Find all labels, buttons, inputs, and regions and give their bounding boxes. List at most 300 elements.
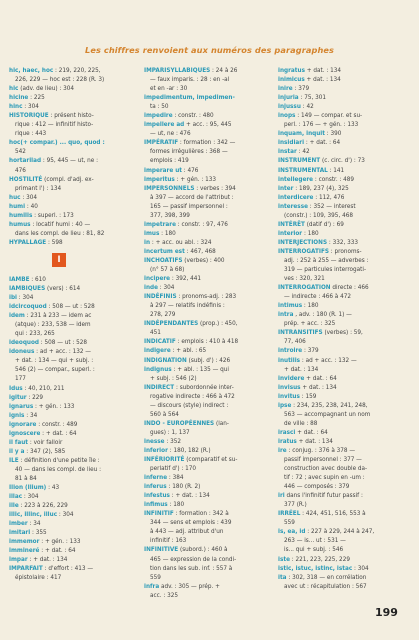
entry-references: : ad + acc. : 132 —	[300, 356, 357, 364]
entry-continuation: 559	[150, 573, 161, 581]
index-entry	[144, 365, 266, 374]
entry-references: (verbes) : 400	[182, 256, 225, 264]
index-entry	[144, 473, 266, 482]
entry-references: : 355	[30, 529, 47, 537]
entry-references: : 352	[164, 437, 182, 445]
entry-references: : 304	[22, 103, 39, 111]
entry-headword: humilis	[9, 211, 33, 219]
entry-continuation: — faux imparis. : 28 : en -al	[150, 76, 230, 84]
index-entry	[278, 66, 402, 75]
entry-headword: igitur	[9, 393, 27, 401]
entry-continuation: — ut, ne : 476	[150, 130, 191, 138]
index-entry	[9, 275, 131, 284]
index-entry	[9, 156, 131, 165]
entry-references: : 180	[167, 501, 185, 509]
entry-continuation: 451	[150, 329, 161, 337]
entry-references: : 379	[302, 347, 319, 355]
entry-references: : 467, 468	[184, 247, 216, 255]
entry-references: : 223 à 226, 229	[18, 502, 68, 510]
entry-headword: imperare ut	[144, 166, 182, 174]
entry-continuation: emplois : 419	[150, 157, 189, 165]
entry-references: : 332, 333	[327, 238, 359, 246]
entry-headword: ingratus	[278, 67, 305, 74]
index-entry	[278, 102, 402, 111]
entry-references: : locatif humi : 40 —	[30, 220, 91, 228]
index-entry	[9, 519, 131, 528]
entry-headword: in	[144, 238, 151, 246]
index-entry	[278, 346, 402, 355]
entry-references: : 34	[27, 520, 41, 528]
entry-headword: ille	[9, 502, 19, 510]
entry-continuation: passif impersonnel : 377 —	[284, 456, 362, 464]
entry-continuation: tion dans les sub. inf. : 557 à	[150, 564, 233, 572]
entry-headword: IMPARISYLLABIQUES	[144, 67, 211, 74]
index-column-1	[9, 66, 131, 583]
index-entry	[9, 447, 131, 456]
entry-references: : + dat. : 134	[27, 556, 68, 564]
entry-references: : conjug. : 376 à 378 —	[286, 446, 356, 454]
entry-references: : 392, 441	[170, 275, 201, 283]
index-entry	[278, 138, 402, 147]
index-entry	[278, 166, 402, 175]
index-entry	[144, 111, 266, 120]
entry-references: , adv. : 180 (R. 1) —	[293, 311, 352, 319]
entry-references: : + dat. : 64	[304, 139, 341, 147]
entry-headword: istic, istuc, istinc, istac	[278, 564, 353, 572]
entry-headword: instar	[278, 148, 297, 156]
entry-references: : 221, 223, 225, 229	[289, 555, 350, 563]
index-entry	[9, 138, 131, 147]
index-entry	[144, 247, 266, 256]
index-entry	[144, 292, 266, 301]
entry-continuation: gues) : 1, 137	[150, 428, 190, 436]
entry-headword: immineré	[9, 547, 40, 555]
entry-references: : 112, 476	[313, 193, 345, 201]
index-entry	[278, 446, 402, 455]
entry-headword: Idus	[9, 384, 23, 392]
index-entry	[144, 383, 266, 392]
entry-references: : 229	[26, 393, 44, 401]
entry-references: : + gén. : 133	[174, 175, 216, 183]
index-entry	[9, 102, 131, 111]
entry-references: : voir falloir	[28, 438, 63, 446]
entry-references: : + dat. : 64	[40, 429, 77, 437]
entry-references: : définition d'une petite île :	[18, 456, 100, 464]
entry-headword: imitari	[9, 529, 31, 537]
index-entry	[9, 492, 131, 501]
index-entry	[144, 274, 266, 283]
index-entry	[9, 347, 131, 356]
entry-continuation: rique : 412 — infinitif histo-	[15, 121, 94, 129]
index-entry	[144, 545, 266, 554]
entry-headword: injuria	[278, 94, 299, 102]
entry-headword: impetrare	[144, 220, 176, 228]
entry-headword: intra	[278, 311, 294, 319]
index-entry	[278, 437, 402, 446]
entry-references: : 424, 451, 516, 553 à	[300, 510, 366, 518]
entry-references: : 304	[22, 493, 39, 501]
entry-headword: insidiari	[278, 139, 305, 147]
entry-headword: humi	[9, 202, 26, 210]
entry-headword: impar	[9, 556, 28, 564]
entry-references: : ad + acc. : 132 —	[34, 348, 91, 356]
index-entry	[144, 319, 266, 328]
entry-references: (vers) : 614	[45, 284, 81, 292]
entry-references: : + gén. : 133	[39, 538, 81, 546]
entry-references: : constr. : 489	[313, 175, 355, 183]
entry-continuation: primant l') : 134	[15, 184, 62, 192]
index-entry	[278, 564, 402, 573]
entry-continuation: de ville : 88	[284, 419, 318, 427]
entry-headword: invisus	[278, 383, 301, 391]
entry-continuation: + dat. : 134 — qui + subj. :	[15, 357, 94, 365]
entry-references: : + gén. : 133	[33, 402, 75, 410]
entry-continuation: avec ut : récapitulation : 567	[284, 582, 367, 590]
entry-headword: INDO - EUROPÉENNES	[144, 419, 215, 427]
entry-continuation: ta : 50	[150, 103, 169, 111]
index-entry	[278, 383, 402, 392]
entry-continuation: 563 — accompagnant un nom	[284, 410, 371, 418]
entry-references: : 302, 318 — en corrélation	[286, 573, 367, 581]
entry-continuation: 559	[284, 519, 295, 527]
index-entry	[278, 111, 402, 120]
entry-headword: ignarus	[9, 402, 34, 410]
index-entry	[9, 84, 131, 93]
entry-headword: INTERROGATION	[278, 284, 331, 292]
entry-references: : + acc. ou abl. : 324	[150, 238, 212, 246]
entry-references: + dat. : 64	[304, 374, 337, 382]
index-entry	[9, 537, 131, 546]
entry-headword: ILE	[9, 456, 19, 464]
entry-continuation: ves : 320, 321	[284, 275, 325, 283]
entry-references: : subordonnée inter-	[174, 383, 234, 391]
entry-continuation: perl. : 176 — + gén. : 133	[284, 121, 359, 129]
index-entry	[9, 393, 131, 402]
entry-headword: idcircoquod	[9, 303, 47, 311]
entry-references: : 40, 210, 211	[22, 384, 65, 392]
entry-headword: ipse	[278, 401, 292, 409]
index-entry	[144, 175, 266, 184]
entry-headword: INFÉRIORITÉ	[144, 456, 185, 464]
entry-headword: hinc	[9, 103, 23, 111]
entry-headword: incipere	[144, 275, 171, 283]
index-entry	[278, 301, 402, 310]
entry-references: (subj. d') : 426	[186, 356, 231, 364]
index-entry	[278, 555, 402, 564]
entry-references: : + abl. : 135 — qui	[171, 365, 229, 373]
index-entry	[9, 564, 131, 573]
entry-headword: INDIGNATION	[144, 356, 187, 364]
entry-headword: inferior	[144, 446, 168, 454]
entry-headword: immemor	[9, 538, 40, 546]
index-entry	[278, 202, 402, 211]
entry-continuation: is... qui + subj. : 546	[284, 546, 344, 554]
index-entry	[144, 120, 266, 129]
entry-references: : 180	[302, 229, 319, 237]
entry-headword: inferne	[144, 474, 168, 482]
index-entry	[9, 111, 131, 120]
index-entry	[144, 509, 266, 518]
index-entry	[9, 93, 131, 102]
entry-headword: INFINITIVE	[144, 546, 179, 554]
index-entry	[9, 546, 131, 555]
entry-references: : + dat. : 134	[169, 492, 210, 500]
entry-headword: ideoquod	[9, 339, 39, 347]
entry-references: : constr. : 97, 476	[175, 220, 228, 228]
entry-headword: imperitus	[144, 175, 175, 183]
entry-references: (lan-	[214, 419, 229, 427]
entry-references: : 43	[46, 484, 60, 492]
entry-references: : + abl. : 65	[170, 347, 207, 355]
entry-headword: INTERJECTIONS	[278, 238, 328, 246]
section-letter-badge: I	[52, 253, 66, 267]
index-entry	[278, 428, 402, 437]
entry-continuation: 476	[15, 166, 26, 174]
entry-headword: iratus	[278, 437, 297, 445]
index-entry	[9, 202, 131, 211]
entry-headword: injussu	[278, 103, 301, 111]
entry-references: : 347 (2), 585	[24, 447, 66, 455]
entry-continuation: — indirecte : 466 à 472	[284, 293, 351, 301]
entry-references: (subord.) : 460 à	[178, 546, 228, 554]
entry-continuation: 542	[15, 148, 26, 156]
page-header: Les chiffres renvoient aux numéros des paragraphes	[85, 45, 334, 55]
entry-continuation: + subj. : 546 (2)	[150, 374, 197, 382]
entry-references: + dat. : 134	[300, 383, 337, 391]
entry-headword: iri	[278, 492, 285, 500]
index-entry	[278, 175, 402, 184]
entry-references: : 40	[25, 202, 38, 210]
entry-references: (c. circ. d') : 73	[320, 157, 365, 165]
entry-references: : + dat. : 64	[39, 547, 76, 555]
entry-headword: HISTORIQUE	[9, 112, 49, 120]
entry-headword: imber	[9, 520, 28, 528]
entry-references: : 159	[299, 392, 317, 400]
entry-continuation: + dat. : 134	[284, 365, 319, 373]
entry-headword: Ilion (Ilium)	[9, 484, 47, 492]
entry-references: : 598	[46, 238, 63, 246]
entry-continuation: et en -ar : 30	[150, 85, 188, 93]
entry-headword: impellere ad	[144, 121, 185, 129]
entry-continuation: qui : 233, 265	[15, 330, 55, 338]
index-entry	[9, 193, 131, 202]
index-entry	[278, 193, 402, 202]
index-entry	[278, 328, 402, 337]
entry-continuation: 446 — composés : 379	[284, 483, 350, 491]
entry-headword: ignoscere	[9, 429, 41, 437]
entry-headword: hic	[9, 85, 19, 93]
entry-headword: intellegere	[278, 175, 314, 183]
entry-references: : 231 à 233 — idem ac	[24, 312, 92, 320]
entry-headword: INSTRUMENT	[278, 157, 321, 165]
entry-headword: INTRANSITIFS	[278, 329, 323, 337]
entry-headword: impedire	[144, 112, 173, 120]
entry-headword: INDÉPENDANTES	[144, 320, 199, 328]
index-entry	[9, 429, 131, 438]
index-entry	[9, 293, 131, 302]
entry-continuation: formes irrégulières : 368 —	[150, 148, 228, 156]
entry-references: : emplois : 410 à 418	[175, 338, 239, 346]
entry-continuation: (n° 57 à 68)	[150, 266, 185, 274]
entry-references: : 180, 182 (R.)	[167, 446, 211, 454]
entry-headword: INSTRUMENTAL	[278, 166, 328, 174]
entry-headword: iste	[278, 555, 290, 563]
entry-continuation: 377, 398, 399	[150, 211, 190, 219]
entry-references: : 610	[29, 275, 46, 283]
index-entry	[9, 528, 131, 537]
index-entry	[9, 66, 131, 75]
entry-headword: IMPERSONNELS	[144, 184, 195, 192]
entries-i-part3	[278, 66, 402, 591]
index-entry	[9, 483, 131, 492]
index-column-3	[278, 66, 402, 591]
entry-headword: IAMBIQUES	[9, 284, 46, 292]
entry-headword: inquam, inquit	[278, 130, 325, 138]
index-entry	[144, 166, 266, 175]
entry-continuation: 546 (2) — compar., superl. :	[15, 366, 95, 374]
entry-headword: incertum est	[144, 247, 185, 255]
entry-headword: interdicere	[278, 193, 314, 201]
entry-headword: INDÉFINIS	[144, 293, 177, 301]
index-entry	[9, 438, 131, 447]
entry-references: + acc. : 95, 445	[184, 121, 232, 129]
index-entry	[144, 582, 266, 591]
entry-references: : 390	[324, 130, 342, 138]
index-entry	[144, 500, 266, 509]
index-entry	[9, 501, 131, 510]
entry-continuation: construction avec double da-	[284, 465, 368, 473]
entry-continuation: à 443 — adj. attribut d'un	[150, 528, 224, 536]
entry-continuation: prép. + acc. : 325	[284, 320, 336, 328]
entry-references: directe : 466	[330, 284, 369, 292]
entry-continuation: 377 (R.)	[284, 501, 307, 509]
index-entry	[9, 411, 131, 420]
entries-h	[9, 66, 131, 247]
entry-references: : présent histo-	[48, 112, 94, 120]
index-entry	[278, 93, 402, 102]
entry-references: : 141	[327, 166, 345, 174]
entry-continuation: tif : 72 ; avec supin en -um :	[284, 474, 365, 482]
entry-headword: humus	[9, 220, 31, 228]
entries-i-part1	[9, 275, 131, 583]
index-entry	[144, 446, 266, 455]
entry-continuation: 177	[15, 375, 26, 383]
entry-references: + dat. : 134	[304, 67, 341, 74]
index-entry	[278, 374, 402, 383]
entry-continuation: dans les compl. de lieu : 81, 82	[15, 229, 105, 237]
entry-references: : 34	[24, 411, 38, 419]
entry-headword: ire	[278, 446, 287, 454]
entry-continuation: (constr.) : 109, 395, 468	[284, 211, 353, 219]
entry-headword: IRRÉEL	[278, 510, 301, 518]
entry-references: : 75, 301	[298, 94, 326, 102]
entry-references: : formation : 342 —	[178, 139, 236, 147]
entry-headword: introire	[278, 347, 303, 355]
entry-continuation: 344 — sens et emplois : 439	[150, 519, 232, 527]
entry-references: + dat. : 64	[295, 428, 328, 436]
entry-headword: hicine	[9, 94, 29, 102]
entry-continuation: infinitif : 163	[150, 537, 187, 545]
entry-headword: imus	[144, 229, 160, 237]
entry-references: + dat. : 134	[296, 437, 333, 445]
index-entry	[9, 420, 131, 429]
entry-headword: INTERROGATIFS	[278, 247, 329, 255]
entry-references: (comparatif et su-	[184, 456, 238, 464]
index-entry	[144, 229, 266, 238]
index-entry	[278, 75, 402, 84]
index-entry	[144, 491, 266, 500]
entry-references: : 42	[296, 148, 310, 156]
entry-headword: HYPALLAGE	[9, 238, 47, 246]
entry-references: : 476	[182, 166, 199, 174]
entry-references: : d'effort : 413 —	[42, 565, 94, 573]
entry-references: : 180 (R. 2)	[166, 483, 201, 491]
index-entry	[278, 147, 402, 156]
index-entry	[144, 482, 266, 491]
entry-references: : verbes : 394	[194, 184, 236, 192]
index-entry	[9, 238, 131, 247]
entry-continuation: perlatif d') : 170	[150, 465, 197, 473]
entry-continuation: 77, 406	[284, 338, 306, 346]
entry-references: : 352 — interest	[307, 202, 356, 210]
index-entry	[144, 220, 266, 229]
entry-headword: inutilis	[278, 356, 301, 364]
index-entry	[278, 84, 402, 93]
index-entry	[9, 456, 131, 465]
index-entry	[9, 175, 131, 184]
entry-headword: inimicus	[278, 76, 305, 84]
entry-references: + dat. : 134	[304, 76, 341, 84]
entry-continuation: 465 — expression de la condi-	[150, 555, 237, 563]
index-entry	[278, 573, 402, 582]
entry-headword: hic, haec, hoc	[9, 67, 54, 74]
entry-references: : 180	[159, 229, 176, 237]
entry-continuation: 263 — is... ut : 531 —	[284, 537, 346, 545]
index-entry	[9, 384, 131, 393]
entry-headword: ita	[278, 573, 287, 581]
index-entry	[144, 256, 266, 265]
entry-headword: INCHOATIFS	[144, 256, 183, 264]
entry-references: : 304	[17, 294, 34, 302]
entry-headword: infestus	[144, 492, 170, 500]
index-entry	[278, 310, 402, 319]
entry-headword: IMPÉRATIF	[144, 139, 179, 147]
entry-continuation: — discours (style) indirect :	[150, 401, 229, 409]
entry-headword: inire	[278, 85, 293, 93]
entry-continuation: acc. : 325	[150, 591, 179, 599]
index-entry	[144, 66, 266, 75]
entry-headword: inops	[278, 112, 296, 120]
entry-headword: invidere	[278, 374, 305, 382]
entry-headword: irasci	[278, 428, 296, 436]
index-entry	[278, 229, 402, 238]
entry-references: : 304	[57, 511, 74, 519]
entry-references: : 508 — ut : 528	[39, 339, 88, 347]
index-entry	[278, 509, 402, 518]
index-entry	[9, 555, 131, 564]
entry-references: : constr. : 480	[172, 112, 214, 120]
index-entry	[278, 247, 402, 256]
index-entry	[278, 356, 402, 365]
index-entry	[9, 338, 131, 347]
entry-references: : 227 à 229, 244 à 247,	[305, 528, 375, 536]
entry-references: dans l'infinitif futur passif :	[284, 492, 363, 500]
entry-references: : pronoms-adj. : 283	[176, 293, 237, 301]
entry-headword: impedimentum, impedimen-	[144, 94, 235, 102]
entry-references: : 219, 220, 225,	[53, 67, 101, 74]
entries-i-part2	[144, 66, 266, 600]
entry-references: (adv. de lieu) : 304	[18, 85, 74, 93]
